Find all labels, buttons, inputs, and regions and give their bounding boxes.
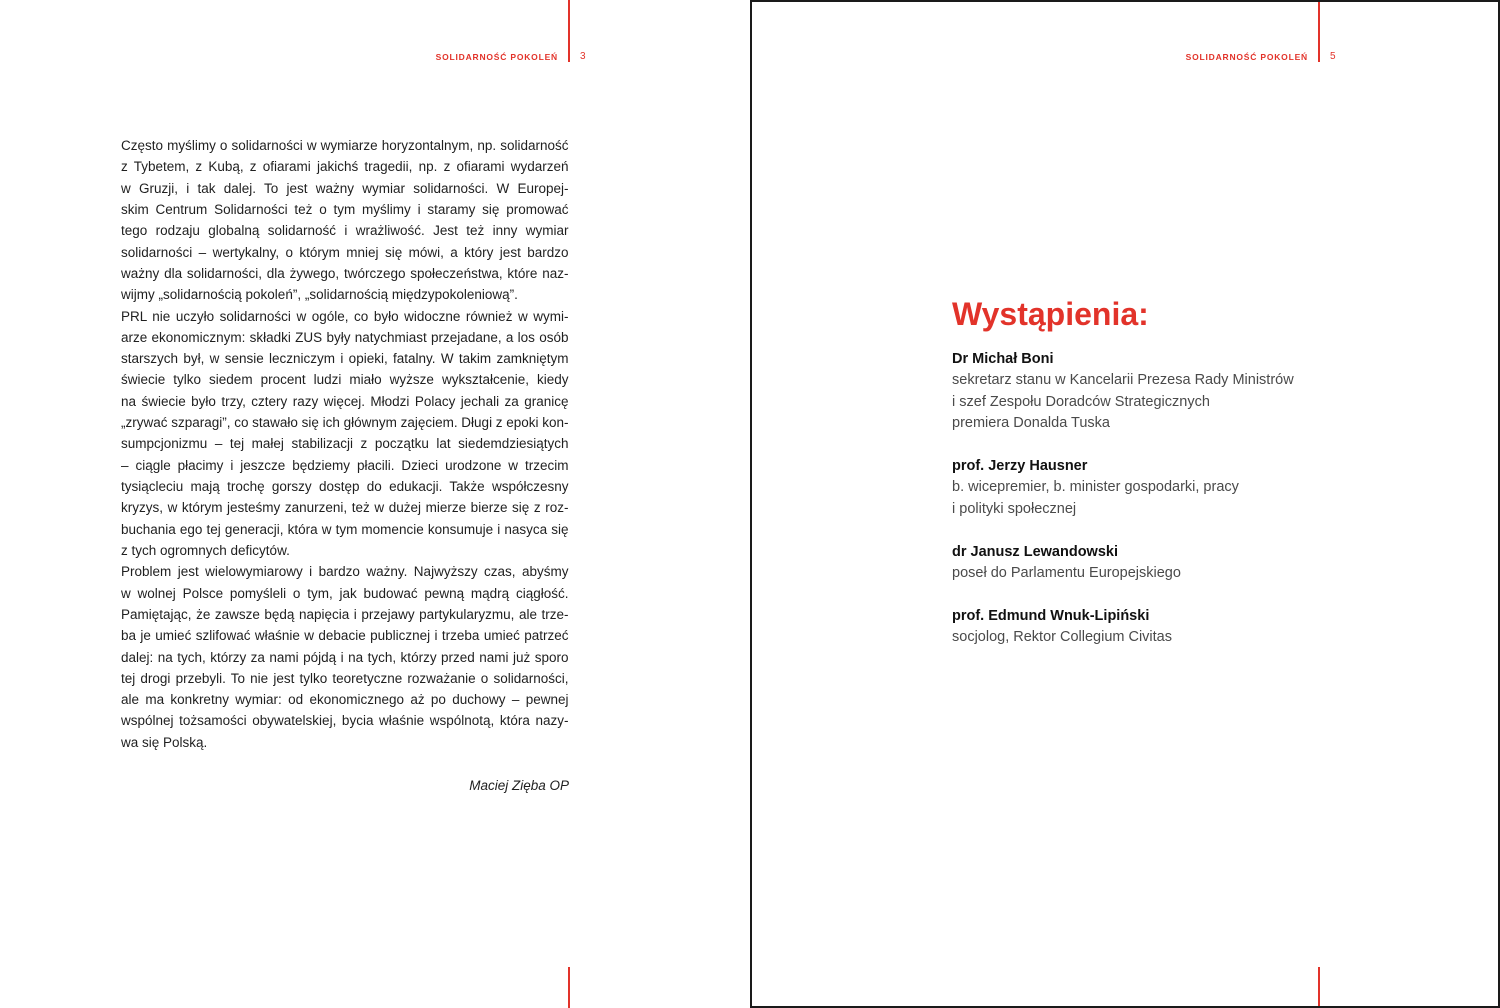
text-line: wijmy „solidarnością pokoleń”, „solidarnością międzypokoleniową”. [121,287,518,303]
text-line: wspólnej tożsamości obywatelskiej, bycia właśnie wspólnotą, która nazy- [121,713,569,729]
speaker-name: dr Janusz Lewandowski [952,543,1118,560]
speaker-description-line: poseł do Parlamentu Europejskiego [952,565,1181,582]
text-line: kryzys, w którym jesteśmy zanurzeni, też w dużej mierze bierze się z roz- [121,500,569,516]
running-title: SOLIDARNOŚĆ POKOLEŃ [1185,52,1308,62]
speaker-entry [952,606,1472,649]
text-line: tego rodzaju globalną solidarność i wrażliwość. Jest też inny wymiar [121,223,569,239]
speaker-description-line: i polityki społecznej [952,500,1077,517]
text-line: tysiącleciu mają trochę gorszy dostęp do edukacji. Także współczesny [121,479,569,494]
text-line: Pamiętając, że zawsze będą napięcia i przejawy partykularyzmu, ale trze- [121,606,569,622]
text-line: świecie tylko siedem procent ludzi miało wyższe wykształcenie, kiedy [121,372,569,388]
text-line: ważny dla solidarności, dla żywego, twórczego społeczeństwa, które naz- [121,265,569,281]
section-heading: Wystąpienia: [952,296,1149,332]
speaker-description-line: sekretarz stanu w Kancelarii Prezesa Rady Ministrów [952,372,1294,389]
text-line: buchania ego tej generacji, która w tym momencie konsumuje i nasyca się [121,521,569,537]
text-line: dalej: na tych, którzy za nami pójdą i na tych, którzy przed nami już sporo [121,649,569,665]
text-line: z Tybetem, z Kubą, z ofiarami jakichś tragedii, np. z ofiarami wydarzeń [121,159,569,175]
speaker-description-line: i szef Zespołu Doradców Strategicznych [952,393,1210,410]
text-line: na świecie było trzy, cztery razy więcej. Młodzi Polacy jechali za granicę [121,393,569,409]
text-line: „zrywać szparagi”, co stawało się ich głównym zajęciem. Długi z epoki kon- [121,415,569,431]
speaker-entry [952,349,1472,435]
text-line: skim Centrum Solidarności też o tym myślimy i staramy się promować [121,201,569,217]
author-signature: Maciej Zięba OP [469,778,569,793]
body-text [121,135,569,753]
speaker-entry [952,456,1472,520]
text-line: solidarności – wertykalny, o którym mniej się mówi, a który jest bardzo [121,244,569,260]
speaker-description-line: b. wicepremier, b. minister gospodarki, pracy [952,479,1239,496]
speaker-list [952,349,1472,670]
text-line: w wolnej Polsce pomyśleli o tym, jak budować pewną mądrą ciągłość. [121,585,569,601]
right-page [750,0,1500,1008]
paragraph [121,306,569,562]
text-line: Problem jest wielowymiarowy i bardzo ważny. Najwyższy czas, abyśmy [121,564,569,580]
speaker-description-line: socjolog, Rektor Collegium Civitas [952,629,1172,646]
speaker-name: Dr Michał Boni [952,351,1054,367]
text-line: arze ekonomicznym: składki ZUS były natychmiast przejadane, a los osób [121,329,569,345]
text-line: Często myślimy o solidarności w wymiarze horyzontalnym, np. solidarność [121,138,569,153]
text-line: – ciągle płacimy i jeszcze będziemy płacili. Dzieci urodzone w trzecim [121,457,569,473]
text-line: w Gruzji, i tak dalej. To jest ważny wymiar solidarności. W Europej- [121,180,569,196]
page-number: 3 [580,51,586,62]
speaker-description-line: premiera Donalda Tuska [952,415,1110,432]
paragraph [121,561,569,753]
text-line: tej drogi przebyli. To nie jest tylko teoretyczne rozważanie o solidarności, [121,670,569,686]
text-line: sumpcjonizmu – tej małej stabilizacji z początku lat siedemdziesiątych [121,436,569,452]
speaker-name: prof. Jerzy Hausner [952,458,1088,475]
bottom-red-rule [568,967,570,1008]
speaker-name: prof. Edmund Wnuk-Lipiński [952,607,1150,624]
text-line: z tych ogromnych deficytów. [121,542,290,558]
text-line: ba je umieć szlifować właśnie w debacie publicznej i trzeba umieć patrzeć [121,628,569,644]
top-red-rule [1318,0,1320,62]
top-red-rule [568,0,570,62]
bottom-red-rule [1318,967,1320,1008]
running-title: SOLIDARNOŚĆ POKOLEŃ [435,52,558,62]
text-line: wa się Polską. [121,734,208,750]
page-number: 5 [1330,51,1336,62]
text-line: ale ma konkretny wymiar: od ekonomicznego aż po duchowy – pewnej [121,692,569,708]
speaker-entry [952,542,1472,585]
text-line: starszych był, w sensie leczniczym i opieki, fatalny. W takim zamkniętym [121,351,569,367]
text-line: PRL nie uczyło solidarności w ogóle, co było widoczne również w wymi- [121,308,569,324]
paragraph [121,135,569,306]
